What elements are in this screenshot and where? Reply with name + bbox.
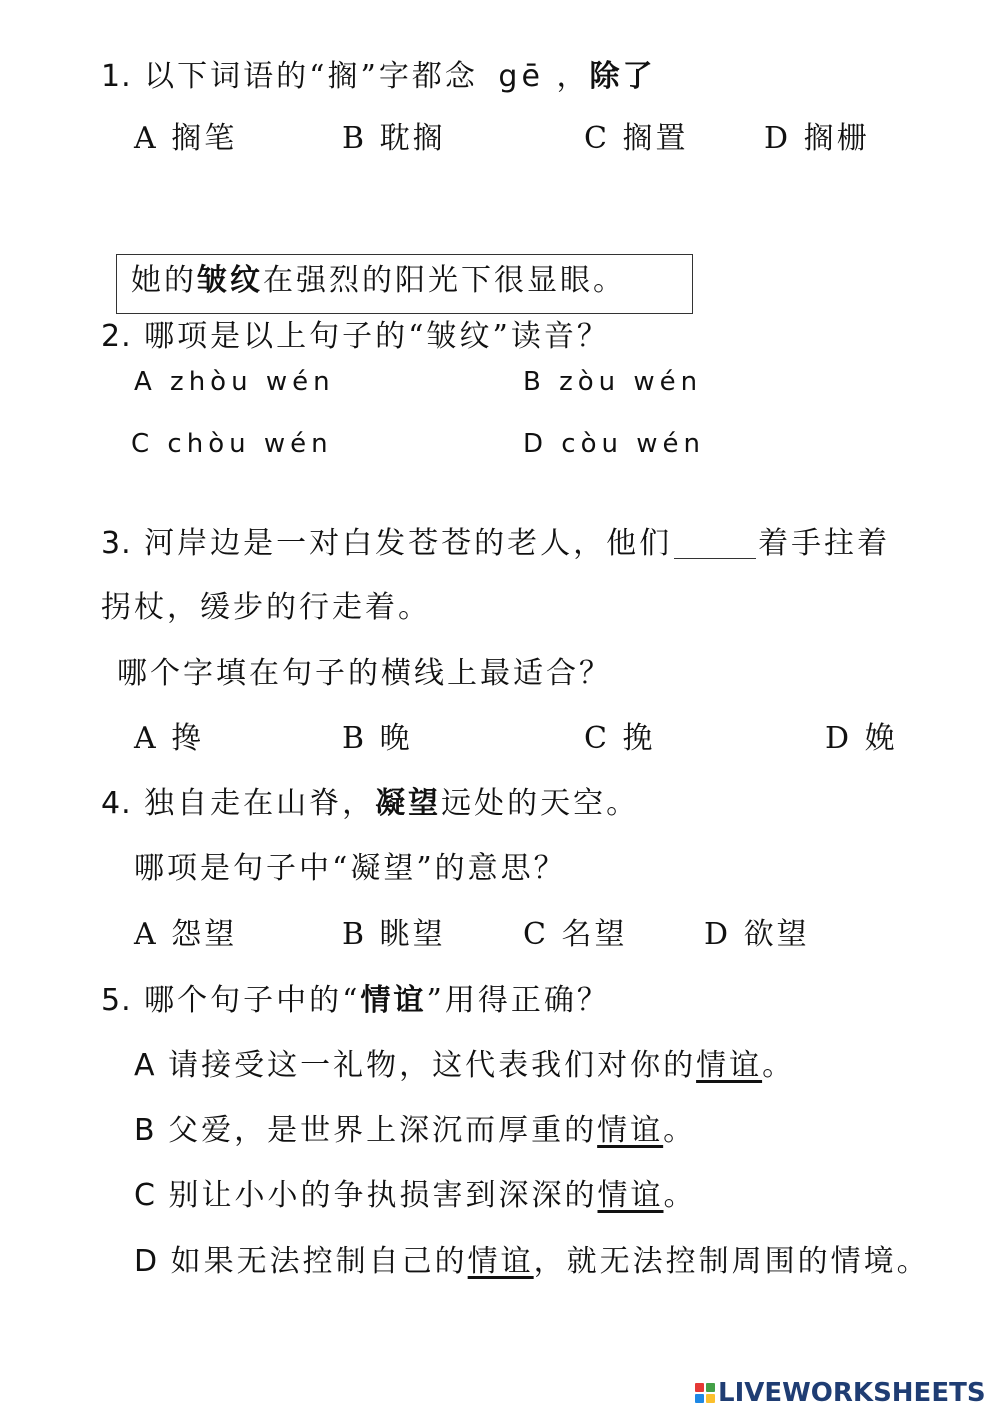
q5-option-b-pre: 父爱，是世界上深沉而厚重的 bbox=[168, 1113, 598, 1148]
q4-option-c[interactable]: C 名望 bbox=[523, 917, 628, 952]
q4-sentence-post: 远处的天空。 bbox=[441, 786, 640, 821]
q5-option-c-pre: 别让小小的争执损害到深深的 bbox=[168, 1178, 598, 1213]
q3-number: 3. bbox=[101, 526, 132, 561]
q3-line2: 拐杖，缓步的行走着。 bbox=[101, 590, 431, 625]
q4-sentence-bold: 凝望 bbox=[375, 786, 442, 821]
q1-except: 除了 bbox=[589, 59, 656, 94]
logo-square-yellow bbox=[706, 1394, 715, 1403]
q3-option-d[interactable]: D 娩 bbox=[825, 721, 898, 756]
q5-stem-pre: 哪个句子中的“ bbox=[144, 983, 361, 1018]
liveworksheets-logo-icon bbox=[695, 1383, 715, 1403]
q4-ask: 哪项是句子中“凝望”的意思？ bbox=[134, 851, 567, 886]
q5-option-d-pre: 如果无法控制自己的 bbox=[170, 1244, 468, 1279]
q1-option-a[interactable]: A 搁笔 bbox=[134, 121, 238, 156]
q3-line1-pre: 河岸边是一对白发苍苍的老人，他们 bbox=[144, 526, 673, 561]
q5-option-d-letter: D bbox=[134, 1244, 159, 1279]
q1-option-c[interactable]: C 搁置 bbox=[584, 121, 689, 156]
q5-option-a-post: 。 bbox=[762, 1048, 796, 1083]
q3-option-b[interactable]: B 晚 bbox=[342, 721, 413, 756]
q5-option-a-pre: 请接受这一礼物，这代表我们对你的 bbox=[168, 1048, 697, 1083]
q5-option-c-letter: C bbox=[134, 1178, 156, 1213]
q5-stem-post: ”用得正确？ bbox=[426, 983, 610, 1018]
q4-sentence bbox=[101, 786, 640, 821]
q2-stem bbox=[101, 319, 610, 354]
q5-option-c[interactable] bbox=[134, 1178, 697, 1213]
logo-square-red bbox=[695, 1383, 704, 1392]
q5-option-a[interactable] bbox=[134, 1048, 796, 1083]
q5-option-a-word: 情谊 bbox=[696, 1048, 763, 1083]
logo-text: LIVEWORKSHEETS bbox=[718, 1378, 986, 1408]
q1-comma: ， bbox=[556, 59, 590, 94]
q2-option-c[interactable]: C chòu wén bbox=[131, 429, 333, 459]
q1-number: 1. bbox=[101, 59, 132, 94]
q1-pinyin: gē bbox=[498, 59, 544, 94]
q5-option-c-word: 情谊 bbox=[597, 1178, 664, 1213]
q1-stem bbox=[101, 59, 656, 94]
q3-ask: 哪个字填在句子的横线上最适合？ bbox=[117, 656, 612, 691]
logo-square-green bbox=[706, 1383, 715, 1392]
q4-number: 4. bbox=[101, 786, 132, 821]
q3-line1 bbox=[101, 526, 891, 561]
q3-option-c[interactable]: C 挽 bbox=[584, 721, 656, 756]
q5-stem-bold: 情谊 bbox=[360, 983, 427, 1018]
q3-blank[interactable] bbox=[674, 532, 756, 559]
q1-stem-text: 以下词语的“搁”字都念 bbox=[144, 59, 478, 94]
logo-square-blue bbox=[695, 1394, 704, 1403]
q2-option-b[interactable]: B zòu wén bbox=[523, 367, 703, 397]
q1-option-b[interactable]: B 耽搁 bbox=[342, 121, 446, 156]
q4-sentence-pre: 独自走在山脊， bbox=[144, 786, 376, 821]
q5-option-c-post: 。 bbox=[663, 1178, 697, 1213]
q2-sentence-post: 在强烈的阳光下很显眼。 bbox=[263, 263, 626, 298]
q2-sentence-bold: 皱纹 bbox=[197, 263, 263, 298]
q5-option-d-post: ，就无法控制周围的情境。 bbox=[533, 1244, 930, 1279]
q5-option-d-word: 情谊 bbox=[467, 1244, 534, 1279]
q3-option-a[interactable]: A 搀 bbox=[134, 721, 205, 756]
q2-stem-text: 哪项是以上句子的“皱纹”读音？ bbox=[144, 319, 610, 354]
q2-option-d[interactable]: D còu wén bbox=[523, 429, 705, 459]
q2-sentence-pre: 她的 bbox=[131, 263, 197, 298]
q5-option-a-letter: A bbox=[134, 1048, 156, 1083]
liveworksheets-logo bbox=[695, 1378, 986, 1408]
q5-option-b-word: 情谊 bbox=[597, 1113, 664, 1148]
q2-number: 2. bbox=[101, 319, 132, 354]
q4-option-d[interactable]: D 欲望 bbox=[704, 917, 810, 952]
q5-stem bbox=[101, 983, 610, 1018]
q2-option-a[interactable]: A zhòu wén bbox=[134, 367, 335, 397]
q5-number: 5. bbox=[101, 983, 132, 1018]
q4-option-a[interactable]: A 怨望 bbox=[134, 917, 238, 952]
q3-line1-post: 着手拄着 bbox=[758, 526, 891, 561]
q4-option-b[interactable]: B 眺望 bbox=[342, 917, 446, 952]
q2-sentence bbox=[131, 263, 626, 298]
q5-option-b[interactable] bbox=[134, 1113, 697, 1148]
q5-option-b-letter: B bbox=[134, 1113, 156, 1148]
q5-option-b-post: 。 bbox=[663, 1113, 697, 1148]
q1-option-d[interactable]: D 搁栅 bbox=[764, 121, 870, 156]
q5-option-d[interactable] bbox=[134, 1244, 930, 1279]
